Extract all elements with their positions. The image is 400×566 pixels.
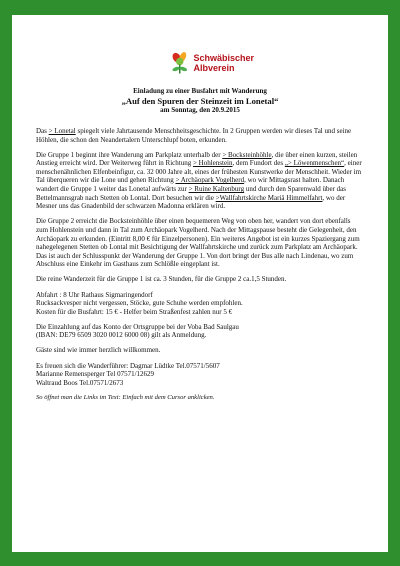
heading-line1: Einladung zu einer Busfahrt mit Wanderung <box>133 87 267 95</box>
flower-logo-icon <box>170 47 189 79</box>
text-fragment: , wo der Mesner uns das Gnadenbild der schwarzen Madonna erklären wird. <box>36 193 346 211</box>
paragraph-payment <box>36 323 364 340</box>
paragraph-guests: Gäste sind wie immer herzlich willkommen. <box>36 346 161 355</box>
text-fragment: , dem Fundort des <box>232 159 285 168</box>
link-archaeopark-vogelherd[interactable]: > Archäopark Vogelherd <box>175 176 245 185</box>
heading-date: am Sonntag, den 20.9.2015 <box>160 106 240 114</box>
link-wallfahrtskirche[interactable]: >Wallfahrtskirche Mariä Himmelfahrt <box>215 193 323 202</box>
contact-line: Marianne Remensperger Tel 07571/12629 <box>36 370 155 379</box>
text-fragment: , wo wir Mittagsrast halten. Danach wandert die Gruppe 1 weiter das Lonetal aufwärts zur <box>36 176 345 194</box>
paragraph-hiking-time: Die reine Wanderzeit für die Gruppe 1 ist ca. 3 Stunden, für die Gruppe 2 ca.1,5 Stunden. <box>36 275 287 284</box>
text-fragment: Das <box>36 127 49 135</box>
link-bocksteinhoehle[interactable]: > Bocksteinhöhle <box>222 150 272 159</box>
heading-title: „Auf den Spuren der Steinzeit im Lonetal“ <box>121 96 279 106</box>
paragraph-group1 <box>36 151 364 211</box>
text-fragment: Die Gruppe 1 beginnt ihre Wanderung am Parkplatz unterhalb der <box>36 150 223 159</box>
link-lonetal[interactable]: > Lonetal <box>48 127 76 135</box>
equipment-line: Rucksackvesper nicht vergessen, Stöcke, gute Schuhe werden empfohlen. <box>36 299 243 308</box>
paragraph-group2: Die Gruppe 2 erreicht die Bocksteinhöhle über einen bequemeren Weg von oben her, wandert von dort ebenfalls zum Hohlenstein und dann in Tal zum Archäopark Vogelherd. Nach der Mittagspause besteht die Gelegenheit, den Archäopark zu erkunden. (Eintritt 8,00 € für Einzelpersonen). Ein weiteres Angebot ist ein kurzes Spaziergang zum nahegelegenen Stetten ob Lontal mit Besichtigung der Wallfahrtskirche und zurück zum Parkplatz am Archäopark. Das ist auch der Schlusspunkt der Wanderung der Gruppe 1. Von dort bringt der Bus alle nach Lindenau, wo zum Abschluss eine Einkehr im Gasthaus zum Schlößle eingeplant ist. <box>36 217 360 269</box>
link-hint: So öffnet man die Links im Text: Einfach mit dem Cursor anklicken. <box>36 393 215 401</box>
link-loewenmensch[interactable]: „> Löwenmenschen“ <box>284 159 345 168</box>
text-fragment: und durch den Sparenwald über das Bettelmannsgrab nach Stetten ob Lontal. Dort besuchen wir die <box>36 185 346 202</box>
cost-line: Kosten für die Busfahrt: 15 € - Helfer beim Straßenfest zahlen nur 5 € <box>36 307 233 316</box>
departure-line: Abfahrt : 8 Uhr Rathaus Sigmaringendorf <box>36 290 153 299</box>
link-hohlenstein[interactable]: > Hohlenstein <box>192 159 233 168</box>
paragraph-departure <box>36 291 364 317</box>
link-ruine-kaltenburg[interactable]: > Ruine Kaltenburg <box>188 185 245 194</box>
text-fragment: , die über einen kurzen, steilen Anstieg erreicht wird. Der Weiterweg führt in Richtung <box>36 150 358 168</box>
logo-text-line1: Schwäbischer <box>193 53 254 63</box>
paragraph-contacts <box>36 362 364 388</box>
albverein-logo <box>170 47 254 79</box>
letter-content <box>36 87 364 409</box>
text-fragment: spiegelt viele Jahrtausende Menschheitsgeschichte. In 2 Gruppen werden wir dieses Tal und seine Höhlen, die schon den Neandertalern Unterschlupf boten, erkunden. <box>36 127 352 144</box>
contact-line: Waltraud Boos Tel.07571/2673 <box>36 378 124 387</box>
contact-line: Es freuen sich die Wanderführer: Dagmar Lüdtke Tel.07571/5607 <box>36 361 220 370</box>
iban-line: (IBAN: DE79 6509 3020 0012 6000 08) gilt als Anmeldung. <box>36 331 207 340</box>
document-page <box>12 15 388 552</box>
paragraph-intro <box>36 127 364 144</box>
text-fragment: , einer menschenähnlichen Elfenbeinfigur, ca. 32 000 Jahre alt, eines der frühesten Kunstwerke der Menschheit. Wieder im Tal überqueren wir die Lone und gehen Richtung <box>36 159 362 185</box>
logo-text-line2: Albverein <box>193 63 235 73</box>
payment-line: Die Einzahlung auf das Konto der Ortsgruppe bei der Voba Bad Saulgau <box>36 322 239 331</box>
